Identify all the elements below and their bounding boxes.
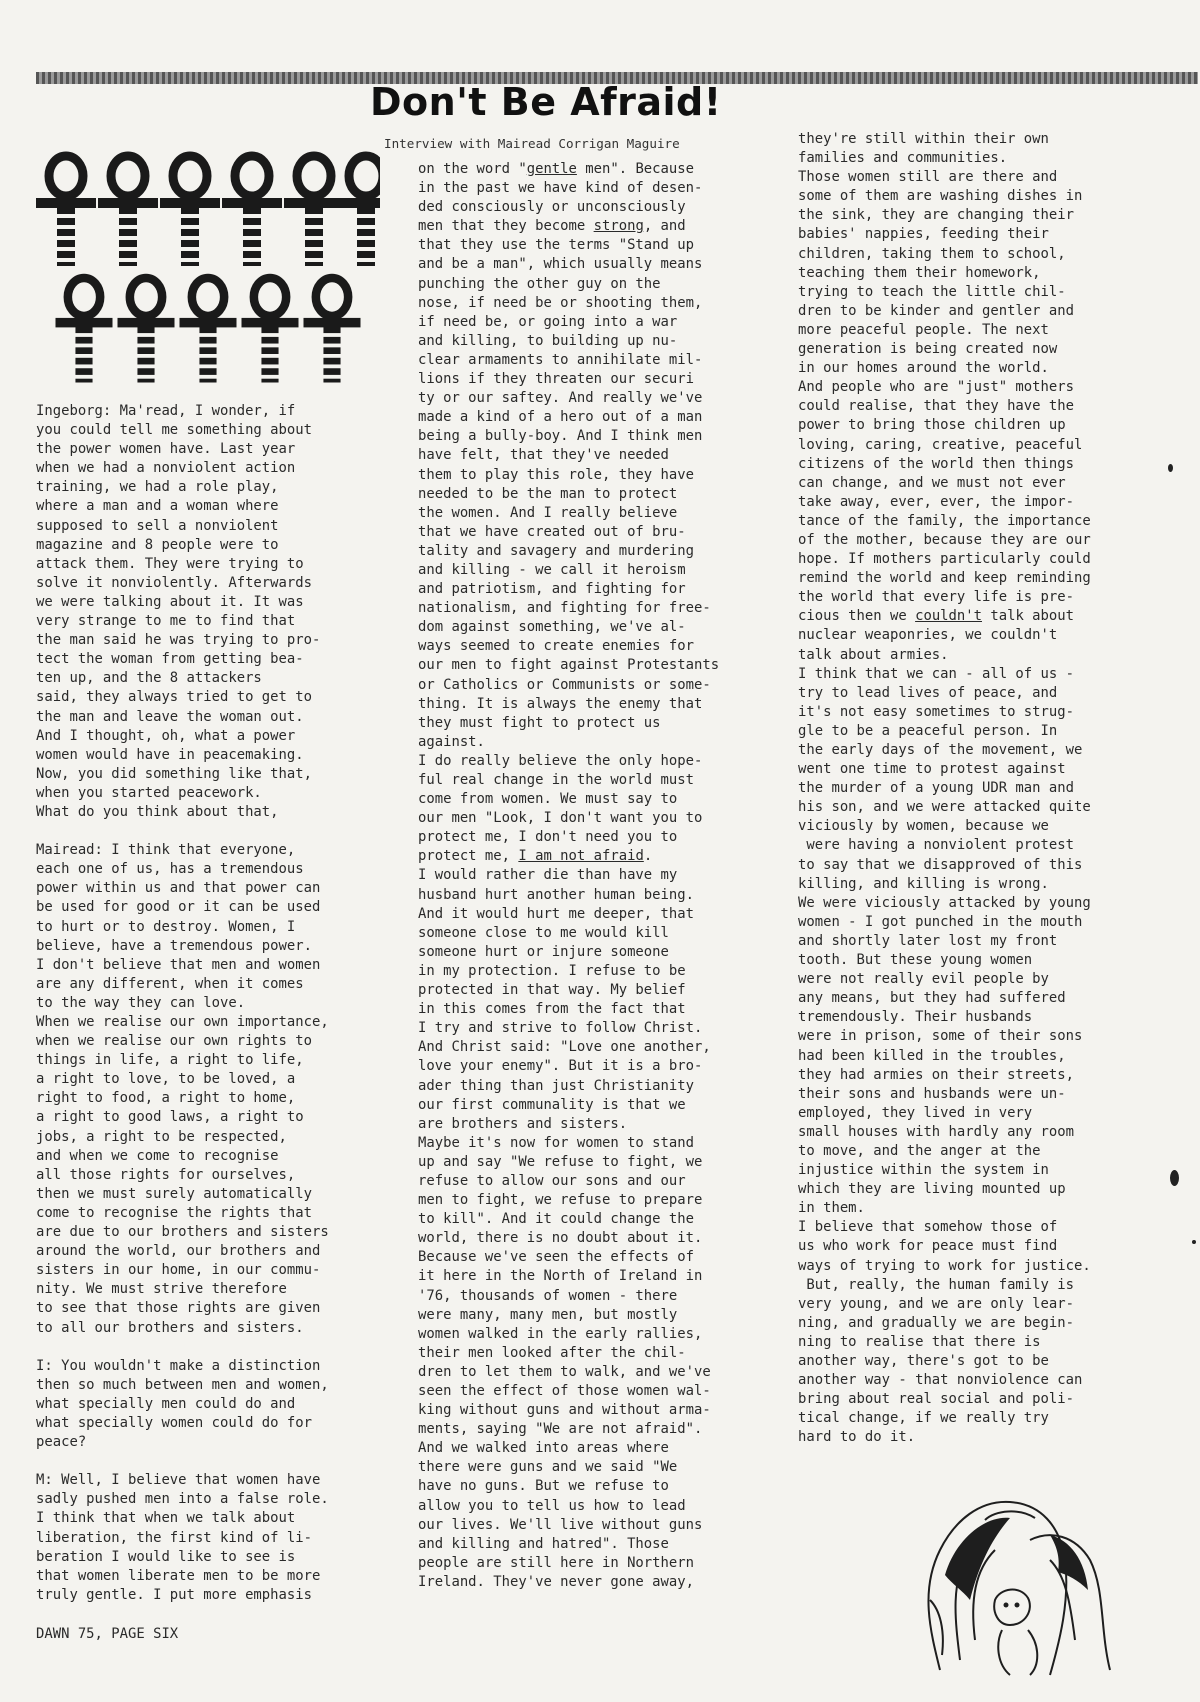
- text-line: citizens of the world then things: [798, 455, 1074, 472]
- text-line: and patriotism, and fighting for: [418, 581, 686, 598]
- text-line: world, there is no doubt about it.: [418, 1230, 703, 1247]
- ankh-figures-illustration: [36, 150, 380, 398]
- text-line: supposed to sell a nonviolent: [36, 517, 279, 534]
- text-line: in the past we have kind of desen-: [418, 180, 703, 197]
- text-line: being a bully-boy. And I think men: [418, 428, 703, 445]
- text-line: hope. If mothers particularly could: [798, 551, 1091, 568]
- text-line: are any different, when it comes: [36, 975, 304, 992]
- text-line: And Christ said: "Love one another,: [418, 1039, 711, 1056]
- text-line: peace?: [36, 1434, 87, 1451]
- text-line: power within us and that power can: [36, 880, 321, 897]
- text-line: someone hurt or injure someone: [418, 943, 669, 960]
- text-line: tance of the family, the importance: [798, 512, 1091, 529]
- text-line: the man and leave the woman out.: [36, 708, 304, 725]
- text-line: jobs, a right to be respected,: [36, 1128, 287, 1145]
- text-line: needed to be the man to protect: [418, 485, 678, 502]
- margin-mark: [1170, 1170, 1179, 1186]
- text-line: come from women. We must say to: [418, 791, 678, 808]
- text-line: or Catholics or Communists or some-: [418, 676, 711, 693]
- article-title: Don't Be Afraid!: [370, 80, 722, 124]
- text-line: tality and savagery and murdering: [418, 542, 694, 559]
- text-line: you could tell me something about: [36, 422, 312, 439]
- text-line: people are still here in Northern: [418, 1554, 694, 1571]
- text-line: trying to teach the little chil-: [798, 283, 1066, 300]
- margin-mark: [1168, 464, 1173, 472]
- text-line: be used for good or it can be used: [36, 899, 321, 916]
- text-line: men that they become strong, and: [418, 218, 686, 235]
- text-line: And it would hurt me deeper, that: [418, 905, 694, 922]
- text-line: Mairead: I think that everyone,: [36, 842, 296, 859]
- text-line: refuse to allow our sons and our: [418, 1172, 686, 1189]
- text-line: Ireland. They've never gone away,: [418, 1573, 694, 1590]
- text-line: have felt, that they've needed: [418, 447, 669, 464]
- text-line: allow you to tell us how to lead: [418, 1497, 686, 1514]
- text-line: nuclear weaponries, we couldn't: [798, 627, 1058, 644]
- text-line: dom against something, we've al-: [418, 619, 686, 636]
- text-line: training, we had a role play,: [36, 479, 279, 496]
- text-line: and shortly later lost my front: [798, 932, 1058, 949]
- text-line: had been killed in the troubles,: [798, 1047, 1066, 1064]
- text-line: killing, and killing is wrong.: [798, 875, 1049, 892]
- text-line: said, they always tried to get to: [36, 689, 312, 706]
- text-line: nose, if need be or shooting them,: [418, 294, 703, 311]
- text-line: injustice within the system in: [798, 1162, 1049, 1179]
- text-line: Those women still are there and: [798, 169, 1058, 186]
- text-line: our first communality is that we: [418, 1096, 686, 1113]
- text-line: and killing, to building up nu-: [418, 332, 678, 349]
- text-line: made a kind of a hero out of a man: [418, 409, 703, 426]
- text-line: I think that we can - all of us -: [798, 665, 1074, 682]
- text-line: and killing - we call it heroism: [418, 561, 686, 578]
- text-line: [36, 1338, 329, 1357]
- text-line: against.: [418, 733, 485, 750]
- text-line: when you started peacework.: [36, 784, 262, 801]
- text-line: tical change, if we really try: [798, 1410, 1049, 1427]
- text-line: in our homes around the world.: [798, 360, 1049, 377]
- ankh-symbol: [118, 278, 175, 383]
- text-line: ful real change in the world must: [418, 772, 694, 788]
- text-line: a right to good laws, a right to: [36, 1109, 304, 1126]
- text-line: what specially women could do for: [36, 1414, 312, 1431]
- text-line: another way - that nonviolence can: [798, 1372, 1083, 1389]
- text-line: generation is being created now: [798, 341, 1058, 358]
- ankh-symbol: [336, 156, 380, 266]
- text-line: talk about armies.: [798, 646, 949, 663]
- text-line: our men "Look, I don't want you to: [418, 810, 703, 827]
- text-line: ader thing than just Christianity: [418, 1077, 694, 1094]
- text-line: the early days of the movement, we: [798, 742, 1083, 758]
- text-line: children, taking them to school,: [798, 245, 1066, 262]
- text-line: gle to be a peaceful person. In: [798, 722, 1058, 739]
- text-line: Maybe it's now for women to stand: [418, 1134, 694, 1151]
- text-line: they're still within their own: [798, 131, 1049, 147]
- text-line: '76, thousands of women - there: [418, 1287, 678, 1304]
- text-line: love your enemy". But it is a bro-: [418, 1058, 703, 1075]
- text-line: ways seemed to create enemies for: [418, 638, 694, 655]
- text-line: Now, you did something like that,: [36, 765, 312, 782]
- text-line: try to lead lives of peace, and: [798, 684, 1058, 701]
- ankh-symbol: [304, 278, 361, 383]
- text-line: if need be, or going into a war: [418, 313, 678, 330]
- text-line: families and communities.: [798, 150, 1008, 167]
- text-line: can change, and we must not ever: [798, 474, 1066, 491]
- text-line: punching the other guy on the: [418, 275, 661, 292]
- text-line: ded consciously or unconsciously: [418, 199, 686, 216]
- text-line: their men looked after the chil-: [418, 1344, 686, 1361]
- ankh-symbol: [284, 156, 344, 266]
- text-line: women walked in the early rallies,: [418, 1325, 703, 1342]
- text-line: clear armaments to annihilate mil-: [418, 351, 703, 368]
- text-line: that we have created out of bru-: [418, 523, 686, 540]
- text-line: ning to realise that there is: [798, 1333, 1041, 1350]
- text-line: any means, but they had suffered: [798, 990, 1066, 1007]
- text-line: their sons and husbands were un-: [798, 1085, 1066, 1102]
- text-line: to say that we disapproved of this: [798, 856, 1083, 873]
- text-line: to all our brothers and sisters.: [36, 1319, 304, 1336]
- text-line: each one of us, has a tremendous: [36, 861, 304, 878]
- text-line: which they are living mounted up: [798, 1181, 1066, 1198]
- margin-mark: [1192, 1240, 1196, 1244]
- text-line: small houses with hardly any room: [798, 1123, 1074, 1140]
- text-line: when we had a nonviolent action: [36, 460, 296, 477]
- text-line: hard to do it.: [798, 1429, 916, 1446]
- text-line: sisters in our home, in our commu-: [36, 1262, 321, 1279]
- ankh-symbol: [160, 156, 220, 266]
- ankh-symbol: [242, 278, 299, 383]
- text-line: nity. We must strive therefore: [36, 1281, 287, 1298]
- text-line: ments, saying "We are not afraid".: [418, 1421, 703, 1438]
- text-line: of the mother, because they are our: [798, 531, 1091, 548]
- column-2: [418, 160, 719, 1592]
- text-line: it's not easy sometimes to strug-: [798, 703, 1074, 720]
- text-line: the women. And I really believe: [418, 504, 678, 521]
- text-line: But, really, the human family is: [798, 1276, 1074, 1293]
- text-line: solve it nonviolently. Afterwards: [36, 574, 312, 591]
- text-line: and be a man", which usually means: [418, 256, 703, 273]
- text-line: women would have in peacemaking.: [36, 746, 304, 763]
- text-line: the sink, they are changing their: [798, 207, 1074, 224]
- text-line: I believe that somehow those of: [798, 1219, 1058, 1236]
- text-line: husband hurt another human being.: [418, 886, 694, 903]
- text-line: very young, and we are only lear-: [798, 1295, 1074, 1312]
- text-line: it here in the North of Ireland in: [418, 1268, 703, 1285]
- text-line: When we realise our own importance,: [36, 1014, 329, 1030]
- text-line: could realise, that they have the: [798, 398, 1074, 415]
- text-line: our men to fight against Protestants: [418, 657, 720, 674]
- ankh-symbol: [56, 278, 113, 383]
- text-line: ten up, and the 8 attackers: [36, 670, 262, 687]
- text-line: And I thought, oh, what a power: [36, 727, 296, 744]
- text-line: liberation, the first kind of li-: [36, 1529, 312, 1546]
- text-line: men to fight, we refuse to prepare: [418, 1192, 703, 1209]
- text-line: I think that when we talk about: [36, 1510, 296, 1527]
- text-line: protected in that way. My belief: [418, 982, 686, 999]
- text-line: protect me, I am not afraid.: [418, 848, 653, 865]
- text-line: remind the world and keep reminding: [798, 570, 1091, 587]
- text-line: women - I got punched in the mouth: [798, 913, 1083, 930]
- text-line: ty or our saftey. And really we've: [418, 390, 703, 407]
- text-line: beration I would like to see is: [36, 1548, 296, 1565]
- text-line: have no guns. But we refuse to: [418, 1478, 669, 1495]
- text-line: lions if they threaten our securi: [418, 371, 694, 388]
- page-footer: DAWN 75, PAGE SIX: [36, 1626, 179, 1642]
- text-line: we were talking about it. It was: [36, 593, 304, 610]
- text-line: right to food, a right to home,: [36, 1090, 296, 1107]
- ankh-symbol: [222, 156, 282, 266]
- text-line: take away, ever, ever, the impor-: [798, 493, 1074, 510]
- text-line: were in prison, some of their sons: [798, 1028, 1083, 1045]
- text-line: when we realise our own rights to: [36, 1033, 312, 1050]
- text-line: power to bring those children up: [798, 417, 1066, 434]
- text-line: the murder of a young UDR man and: [798, 780, 1074, 797]
- text-line: a right to love, to be loved, a: [36, 1071, 296, 1088]
- text-line: his son, and we were attacked quite: [798, 799, 1091, 816]
- text-line: to the way they can love.: [36, 994, 246, 1011]
- text-line: And people who are "just" mothers: [798, 379, 1074, 396]
- text-line: tooth. But these young women: [798, 952, 1033, 969]
- text-line: I don't believe that men and women: [36, 956, 321, 973]
- text-line: ning, and gradually we are begin-: [798, 1314, 1074, 1331]
- text-line: tect the woman from getting bea-: [36, 651, 304, 668]
- text-line: were having a nonviolent protest: [798, 837, 1074, 854]
- text-line: dren to be kinder and gentler and: [798, 302, 1074, 319]
- text-line: [36, 822, 329, 841]
- text-line: are due to our brothers and sisters: [36, 1224, 329, 1241]
- text-line: the man said he was trying to pro-: [36, 632, 321, 649]
- text-line: in my protection. I refuse to be: [418, 962, 686, 979]
- text-line: where a man and a woman where: [36, 498, 279, 515]
- text-line: were not really evil people by: [798, 971, 1049, 988]
- text-line: and when we come to recognise: [36, 1147, 279, 1164]
- text-line: all those rights for ourselves,: [36, 1166, 296, 1183]
- text-line: around the world, our brothers and: [36, 1243, 321, 1260]
- text-line: ways of trying to work for justice.: [798, 1257, 1091, 1274]
- text-line: loving, caring, creative, peaceful: [798, 436, 1083, 453]
- column-1: [36, 402, 329, 1605]
- ankh-symbol: [36, 156, 96, 266]
- text-line: [36, 1452, 329, 1471]
- text-line: in them.: [798, 1200, 865, 1217]
- text-line: king without guns and without arma-: [418, 1402, 711, 1419]
- text-line: What do you think about that,: [36, 803, 279, 820]
- text-line: employed, they lived in very: [798, 1104, 1033, 1121]
- text-line: M: Well, I believe that women have: [36, 1472, 321, 1489]
- text-line: what specially men could do and: [36, 1395, 296, 1412]
- text-line: magazine and 8 people were to: [36, 536, 279, 553]
- text-line: tremendously. Their husbands: [798, 1009, 1033, 1026]
- text-line: I: You wouldn't make a distinction: [36, 1357, 321, 1374]
- text-line: viciously by women, because we: [798, 818, 1049, 835]
- ankh-symbol: [180, 278, 237, 383]
- text-line: there were guns and we said "We: [418, 1459, 678, 1476]
- text-line: up and say "We refuse to fight, we: [418, 1153, 703, 1170]
- text-line: more peaceful people. The next: [798, 321, 1049, 338]
- text-line: very strange to me to find that: [36, 613, 296, 630]
- text-line: they must fight to protect us: [418, 714, 661, 731]
- text-line: another way, there's got to be: [798, 1353, 1049, 1369]
- text-line: someone close to me would kill: [418, 924, 669, 941]
- text-line: some of them are washing dishes in: [798, 188, 1083, 205]
- article-subtitle: Interview with Mairead Corrigan Maguire: [384, 136, 680, 151]
- text-line: to see that those rights are given: [36, 1300, 321, 1317]
- text-line: that they use the terms "Stand up: [418, 237, 694, 254]
- text-line: dren to let them to walk, and we've: [418, 1363, 711, 1380]
- text-line: to kill". And it could change the: [418, 1211, 694, 1228]
- text-line: then so much between men and women,: [36, 1376, 329, 1393]
- text-line: Ingeborg: Ma'read, I wonder, if: [36, 403, 296, 419]
- text-line: that women liberate men to be more: [36, 1567, 321, 1584]
- text-line: I try and strive to follow Christ.: [418, 1020, 703, 1037]
- women-and-child-sketch: [900, 1480, 1140, 1680]
- text-line: were many, many men, but mostly: [418, 1306, 678, 1323]
- text-line: in this comes from the fact that: [418, 1001, 686, 1018]
- ankh-symbol: [98, 156, 158, 266]
- text-line: teaching them their homework,: [798, 264, 1041, 281]
- text-line: thing. It is always the enemy that: [418, 695, 703, 712]
- text-line: bring about real social and poli-: [798, 1391, 1074, 1408]
- text-line: sadly pushed men into a false role.: [36, 1491, 329, 1508]
- column-3: [798, 130, 1091, 1447]
- text-line: the power women have. Last year: [36, 441, 296, 458]
- text-line: things in life, a right to life,: [36, 1052, 304, 1069]
- text-line: them to play this role, they have: [418, 466, 694, 483]
- text-line: truly gentle. I put more emphasis: [36, 1586, 312, 1603]
- text-line: us who work for peace must find: [798, 1238, 1058, 1255]
- text-line: cious then we couldn't talk about: [798, 608, 1074, 625]
- text-line: attack them. They were trying to: [36, 555, 304, 572]
- text-line: come to recognise the rights that: [36, 1204, 312, 1221]
- text-line: And we walked into areas where: [418, 1440, 669, 1457]
- text-line: nationalism, and fighting for free-: [418, 600, 711, 617]
- text-line: went one time to protest against: [798, 761, 1066, 778]
- text-line: to move, and the anger at the: [798, 1142, 1041, 1159]
- text-line: the world that every life is pre-: [798, 589, 1074, 606]
- text-line: I do really believe the only hope-: [418, 752, 703, 769]
- text-line: protect me, I don't need you to: [418, 829, 678, 846]
- text-line: believe, have a tremendous power.: [36, 937, 312, 954]
- text-line: they had armies on their streets,: [798, 1066, 1074, 1083]
- text-line: I would rather die than have my: [418, 867, 678, 884]
- text-line: our lives. We'll live without guns: [418, 1516, 703, 1533]
- text-line: Because we've seen the effects of: [418, 1249, 694, 1266]
- text-line: are brothers and sisters.: [418, 1115, 628, 1132]
- text-line: on the word "gentle men". Because: [418, 161, 694, 177]
- text-line: babies' nappies, feeding their: [798, 226, 1049, 243]
- text-line: seen the effect of those women wal-: [418, 1383, 711, 1399]
- text-line: and killing and hatred". Those: [418, 1535, 669, 1552]
- text-line: We were viciously attacked by young: [798, 894, 1091, 911]
- text-line: then we must surely automatically: [36, 1185, 312, 1202]
- text-line: to hurt or to destroy. Women, I: [36, 918, 296, 935]
